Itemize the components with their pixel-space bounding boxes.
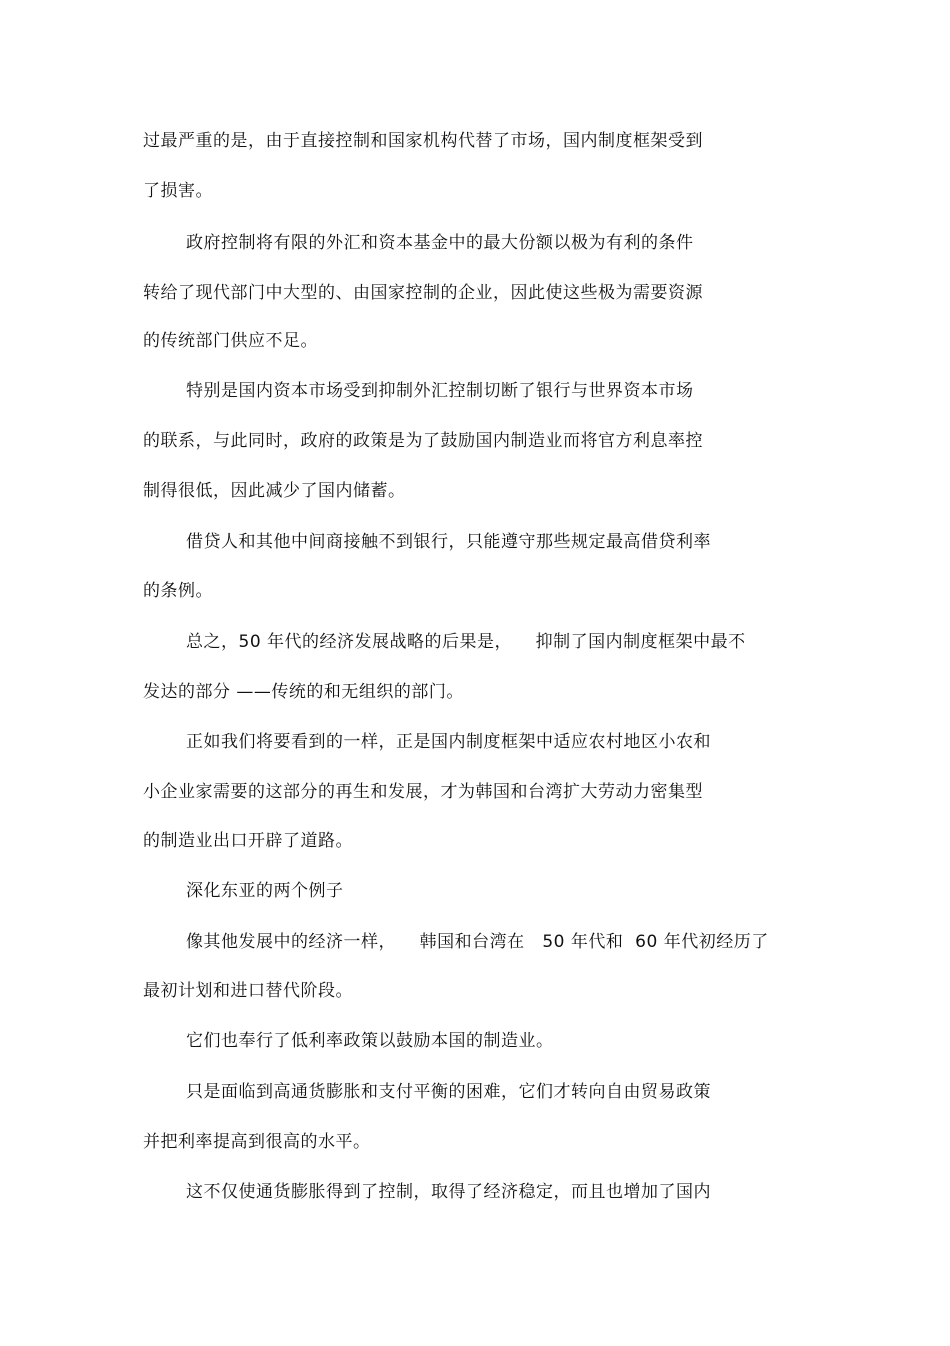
text-line: 只是面临到高通货膨胀和支付平衡的困难，它们才转向自由贸易政策 (186, 1082, 711, 1102)
text-line: 发达的部分 ——传统的和无组织的部门。 (143, 682, 464, 702)
text-line: 了损害。 (143, 181, 213, 201)
text-line: 它们也奉行了低利率政策以鼓励本国的制造业。 (186, 1031, 554, 1051)
text-line: 借贷人和其他中间商接触不到银行，只能遵守那些规定最高借贷利率 (186, 532, 711, 552)
text-line: 正如我们将要看到的一样，正是国内制度框架中适应农村地区小农和 (186, 732, 711, 752)
text-line: 的传统部门供应不足。 (143, 331, 318, 351)
text-line: 特别是国内资本市场受到抑制外汇控制切断了银行与世界资本市场 (186, 381, 694, 401)
text-line: 像其他发展中的经济一样， 韩国和台湾在 50 年代和 60 年代初经历了 (186, 932, 769, 952)
text-line: 这不仅使通货膨胀得到了控制，取得了经济稳定，而且也增加了国内 (186, 1182, 711, 1202)
text-line: 政府控制将有限的外汇和资本基金中的最大份额以极为有利的条件 (186, 233, 694, 253)
text-line: 转给了现代部门中大型的、由国家控制的企业，因此使这些极为需要资源 (143, 283, 703, 303)
text-line: 小企业家需要的这部分的再生和发展，才为韩国和台湾扩大劳动力密集型 (143, 782, 703, 802)
text-line: 过最严重的是，由于直接控制和国家机构代替了市场，国内制度框架受到 (143, 131, 703, 151)
text-line: 的联系，与此同时，政府的政策是为了鼓励国内制造业而将官方利息率控 (143, 431, 703, 451)
text-line: 的制造业出口开辟了道路。 (143, 831, 353, 851)
text-line: 总之，50 年代的经济发展战略的后果是， 抑制了国内制度框架中最不 (186, 632, 746, 652)
text-line: 最初计划和进口替代阶段。 (143, 981, 353, 1001)
text-line: 制得很低，因此减少了国内储蓄。 (143, 481, 406, 501)
text-line: 并把利率提高到很高的水平。 (143, 1132, 371, 1152)
text-line: 的条例。 (143, 581, 213, 601)
section-heading: 深化东亚的两个例子 (186, 881, 344, 901)
